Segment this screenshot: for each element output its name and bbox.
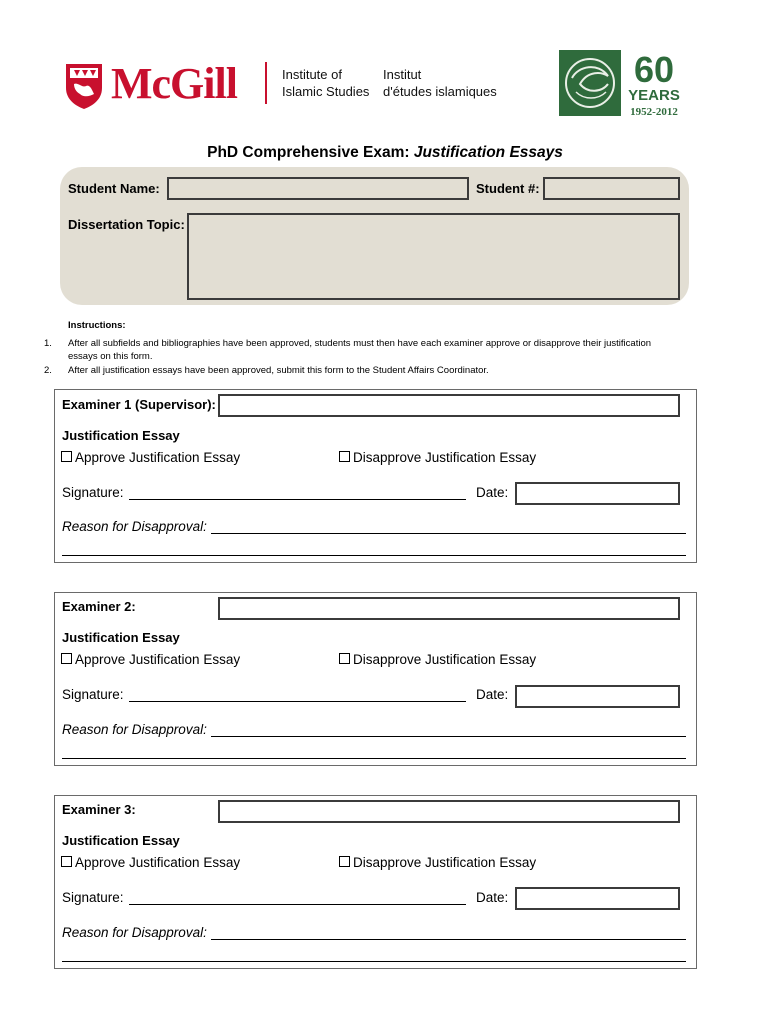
examiner-3-label: Examiner 3: (62, 802, 136, 817)
anniversary-number: 60 (633, 49, 675, 90)
date-field[interactable] (515, 887, 680, 910)
approve-checkbox[interactable]: Approve Justification Essay (61, 450, 240, 465)
section-heading: Justification Essay (62, 428, 180, 443)
reason-label: Reason for Disapproval: (62, 519, 207, 534)
signature-line[interactable] (129, 904, 466, 905)
student-name-label: Student Name: (68, 181, 160, 196)
date-label: Date: (476, 687, 509, 702)
examiner-3-name-field[interactable] (218, 800, 680, 823)
disapprove-checkbox[interactable]: Disapprove Justification Essay (339, 652, 536, 667)
date-label: Date: (476, 890, 509, 905)
checkbox-icon (61, 451, 72, 462)
header-divider (265, 62, 267, 104)
approve-checkbox[interactable]: Approve Justification Essay (61, 855, 240, 870)
reason-line[interactable] (211, 939, 686, 940)
anniversary-years: 1952-2012 (630, 106, 678, 118)
page-title: PhD Comprehensive Exam: Justification Essays (207, 144, 563, 161)
institute-name-en: Institute of Islamic Studies (282, 67, 370, 99)
signature-label: Signature: (62, 890, 124, 905)
mcgill-crest-icon (64, 62, 104, 110)
section-heading: Justification Essay (62, 630, 180, 645)
instruction-text: After all subfields and bibliographies have been approved, students must then have each examiner approve or disapprove their justification essays on this form. (68, 338, 652, 362)
student-name-field[interactable] (167, 177, 469, 200)
student-number-label: Student #: (476, 181, 540, 196)
disapprove-checkbox[interactable]: Disapprove Justification Essay (339, 855, 536, 870)
reason-label: Reason for Disapproval: (62, 925, 207, 940)
instructions-heading: Instructions: (68, 320, 126, 331)
checkbox-icon (339, 653, 350, 664)
disapprove-checkbox[interactable]: Disapprove Justification Essay (339, 450, 536, 465)
anniversary-word: YEARS (628, 87, 680, 104)
student-number-field[interactable] (543, 177, 680, 200)
reason-line-2[interactable] (62, 961, 686, 962)
instruction-number: 2. (44, 365, 52, 376)
institute-name-fr: Institut d'études islamiques (383, 67, 497, 99)
anniversary-logo (558, 48, 684, 118)
signature-line[interactable] (129, 701, 466, 702)
examiner-1-label: Examiner 1 (Supervisor): (62, 397, 216, 412)
examiner-2-name-field[interactable] (218, 597, 680, 620)
examiner-2-label: Examiner 2: (62, 599, 136, 614)
reason-line[interactable] (211, 736, 686, 737)
reason-line-2[interactable] (62, 758, 686, 759)
checkbox-icon (339, 451, 350, 462)
checkbox-icon (61, 653, 72, 664)
reason-label: Reason for Disapproval: (62, 722, 207, 737)
reason-line-2[interactable] (62, 555, 686, 556)
examiner-1-name-field[interactable] (218, 394, 680, 417)
dissertation-topic-label: Dissertation Topic: (68, 217, 185, 232)
signature-line[interactable] (129, 499, 466, 500)
dissertation-topic-field[interactable] (187, 213, 680, 300)
signature-label: Signature: (62, 687, 124, 702)
instruction-number: 1. (44, 338, 52, 349)
date-field[interactable] (515, 482, 680, 505)
checkbox-icon (61, 856, 72, 867)
signature-label: Signature: (62, 485, 124, 500)
mcgill-logo-text: McGill (111, 59, 237, 108)
instruction-text: After all justification essays have been approved, submit this form to the Student Affairs Coordinator. (68, 365, 489, 376)
date-field[interactable] (515, 685, 680, 708)
section-heading: Justification Essay (62, 833, 180, 848)
date-label: Date: (476, 485, 509, 500)
approve-checkbox[interactable]: Approve Justification Essay (61, 652, 240, 667)
checkbox-icon (339, 856, 350, 867)
reason-line[interactable] (211, 533, 686, 534)
